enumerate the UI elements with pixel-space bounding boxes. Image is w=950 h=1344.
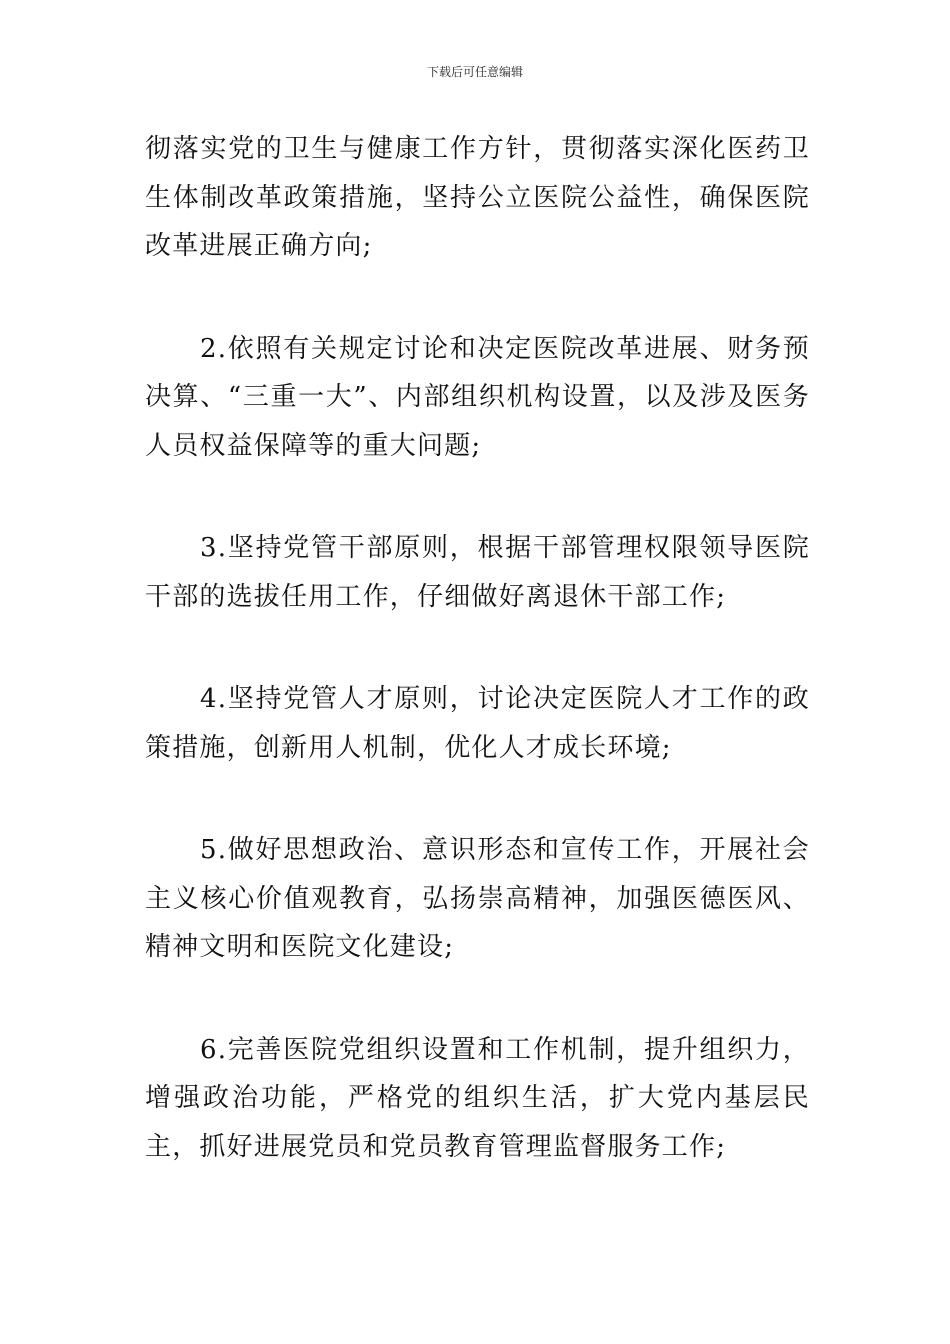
paragraph-item-5: 5.做好思想政治、意识形态和宣传工作，开展社会主义核心价值观教育，弘扬崇高精神，加强医德医风、精神文明和医院文化建设; <box>145 835 810 962</box>
paragraph-item-2: 2.依照有关规定讨论和决定医院改革进展、财务预决算、“三重一大”、内部组织机构设置，以及涉及医务人员权益保障等的重大问题; <box>145 333 810 461</box>
paragraph-item-6: 6.完善医院党组织设置和工作机制，提升组织力，增强政治功能，严格党的组织生活，扩大党内基层民主，抓好进展党员和党员教育管理监督服务工作; <box>145 1034 810 1162</box>
paragraph-item-4: 4.坚持党管人才原则，讨论决定医院人才工作的政策措施，创新用人机制，优化人才成长环境; <box>145 684 810 763</box>
page-header: 下载后可任意编辑 <box>426 65 523 79</box>
document-body <box>145 125 810 1171</box>
paragraph-continuation: 彻落实党的卫生与健康工作方针，贯彻落实深化医药卫生体制改革政策措施，坚持公立医院公益性，确保医院改革进展正确方向; <box>145 134 810 261</box>
paragraph-item-3: 3.坚持党管干部原则，根据干部管理权限领导医院干部的选拔任用工作，仔细做好离退休干部工作; <box>145 533 810 612</box>
